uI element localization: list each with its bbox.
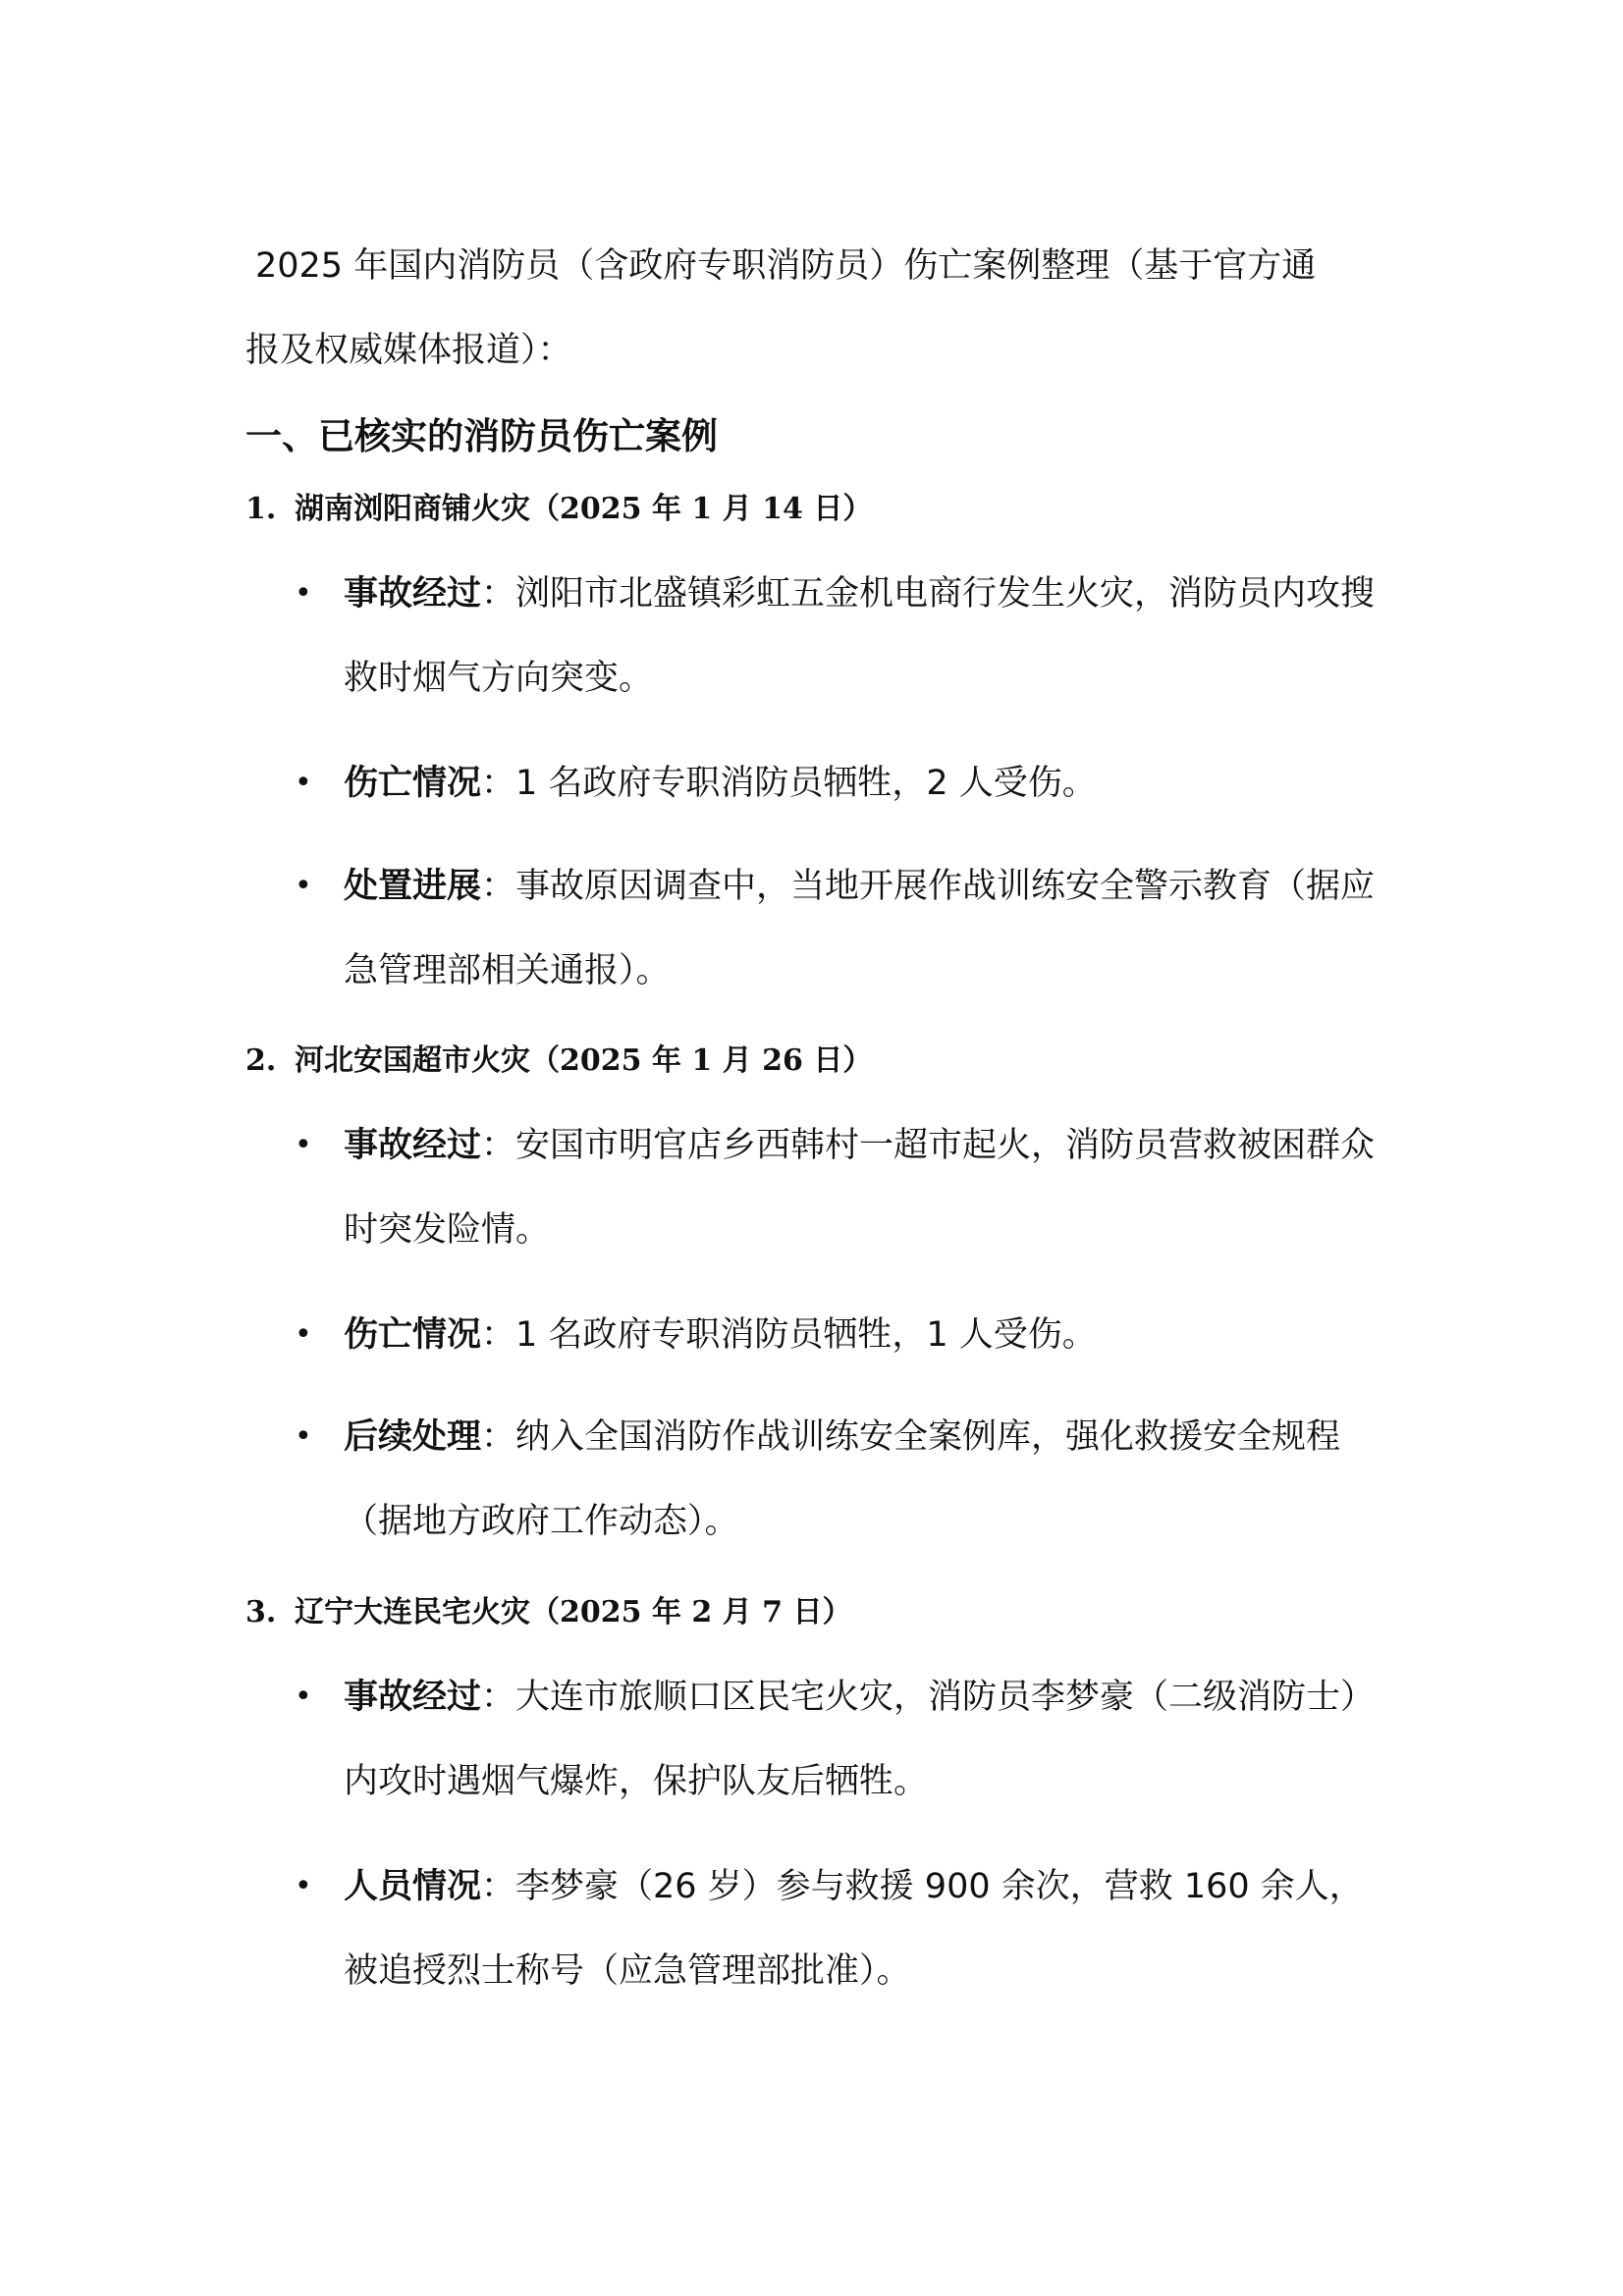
item-label: 伤亡情况 xyxy=(344,764,482,803)
case-1-item-1 xyxy=(295,552,1384,721)
item-label: 处置进展 xyxy=(344,867,482,906)
case-title: 河北安国超市火灾（2025 年 1 月 26 日） xyxy=(295,1043,873,1078)
item-text: ：事故原因调查中，当地开展作战训练安全警示教育（据应急管理部相关通报）。 xyxy=(344,867,1376,990)
case-3-item-1 xyxy=(295,1655,1384,1824)
case-1-item-3 xyxy=(295,844,1384,1013)
bullet-icon: • xyxy=(295,1869,312,1903)
case-heading-1 xyxy=(245,484,872,527)
bullet-icon: • xyxy=(295,1680,312,1714)
bullet-icon: • xyxy=(295,869,312,903)
bullet-icon: • xyxy=(295,1128,312,1162)
case-heading-2 xyxy=(245,1036,872,1079)
case-3-item-2 xyxy=(295,1844,1384,2013)
bullet-icon: • xyxy=(295,1419,312,1454)
case-heading-3 xyxy=(245,1587,851,1630)
item-label: 后续处理 xyxy=(344,1417,482,1457)
case-title: 湖南浏阳商铺火灾（2025 年 1 月 14 日） xyxy=(295,492,873,526)
bullet-icon: • xyxy=(295,576,312,611)
case-2-item-2 xyxy=(295,1293,1384,1377)
item-text: ：浏阳市北盛镇彩虹五金机电商行发生火灾，消防员内攻搜救时烟气方向突变。 xyxy=(344,574,1376,698)
case-title: 辽宁大连民宅火灾（2025 年 2 月 7 日） xyxy=(295,1595,852,1629)
case-number: 1. xyxy=(245,492,277,526)
item-label: 事故经过 xyxy=(344,574,482,614)
intro-line-2: 报及权威媒体报道）： xyxy=(245,331,572,370)
item-label: 伤亡情况 xyxy=(344,1315,482,1355)
item-text: ：1 名政府专职消防员牺牲，2 人受伤。 xyxy=(481,764,1097,803)
item-label: 事故经过 xyxy=(344,1126,482,1165)
case-2-item-3 xyxy=(295,1395,1384,1564)
bullet-icon: • xyxy=(295,766,312,800)
item-text: ：李梦豪（26 岁）参与救援 900 余次，营救 160 余人，被追授烈士称号（应急管理部批准）。 xyxy=(344,1867,1364,1991)
item-text: ：大连市旅顺口区民宅火灾，消防员李梦豪（二级消防士）内攻时遇烟气爆炸，保护队友后牺牲。 xyxy=(344,1678,1376,1801)
item-text: ：安国市明官店乡西韩村一超市起火，消防员营救被困群众时突发险情。 xyxy=(344,1126,1376,1250)
case-number: 2. xyxy=(245,1043,277,1078)
case-1-item-2 xyxy=(295,741,1384,826)
case-number: 3. xyxy=(245,1595,277,1629)
item-label: 事故经过 xyxy=(344,1678,482,1717)
item-label: 人员情况 xyxy=(344,1867,482,1906)
item-text: ：1 名政府专职消防员牺牲，1 人受伤。 xyxy=(481,1315,1097,1355)
bullet-icon: • xyxy=(295,1317,312,1352)
item-text: ：纳入全国消防作战训练安全案例库，强化救援安全规程（据地方政府工作动态）。 xyxy=(344,1417,1341,1541)
intro-paragraph xyxy=(245,224,1384,393)
section-heading: 一、已核实的消防员伤亡案例 xyxy=(245,414,718,457)
case-2-item-1 xyxy=(295,1103,1384,1272)
intro-line-1: 2025 年国内消防员（含政府专职消防员）伤亡案例整理（基于官方通 xyxy=(255,246,1317,286)
